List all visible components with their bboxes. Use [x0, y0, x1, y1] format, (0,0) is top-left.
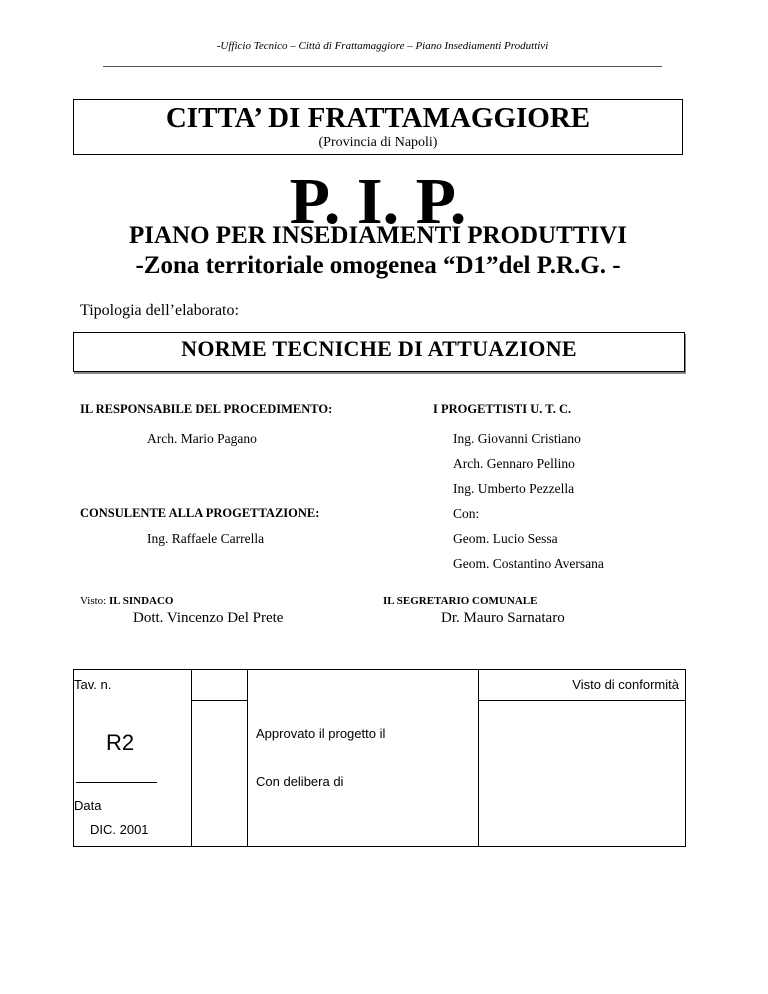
secretary-label: IL SEGRETARIO COMUNALE: [383, 595, 538, 607]
table-divider: [478, 700, 685, 701]
consultant-label: CONSULENTE ALLA PROGETTAZIONE:: [80, 506, 320, 520]
designer-name: Ing. Giovanni Cristiano: [453, 431, 581, 446]
province-subtitle: (Provincia di Napoli): [318, 135, 438, 150]
city-title: CITTA’ DI FRATTAMAGGIORE: [165, 102, 591, 134]
title-block-table: [73, 669, 686, 847]
mayor-label: IL SINDACO: [108, 595, 174, 607]
with-label: Con:: [453, 506, 480, 521]
mayor-signature-label: [80, 595, 173, 607]
document-type-value: NORME TECNICHE DI ATTUAZIONE: [181, 336, 577, 361]
conformity-label: Visto di conformità: [572, 677, 679, 692]
tav-label: Tav. n.: [74, 677, 112, 692]
consultant-name: Ing. Raffaele Carrella: [147, 531, 265, 546]
designer-name: Arch. Gennaro Pellino: [453, 456, 575, 471]
header-divider: [103, 66, 662, 67]
designers-label: I PROGETTISTI U. T. C.: [433, 402, 572, 416]
running-header: -Ufficio Tecnico – Città di Frattamaggiore – Piano Insediamenti Produttivi: [216, 40, 549, 52]
responsible-label: IL RESPONSABILE DEL PROCEDIMENTO:: [80, 402, 333, 416]
responsible-name: Arch. Mario Pagano: [147, 431, 257, 446]
visto-prefix: Visto:: [80, 595, 107, 607]
table-divider: [478, 670, 479, 846]
table-divider: [247, 670, 248, 846]
document-type-label: Tipologia dell’elaborato:: [80, 302, 239, 319]
tav-number: R2: [106, 730, 135, 755]
table-divider: [191, 700, 247, 701]
collaborator-name: Geom. Lucio Sessa: [453, 531, 558, 546]
approved-label: Approvato il progetto il: [256, 726, 386, 741]
plan-title: PIANO PER INSEDIAMENTI PRODUTTIVI: [129, 222, 627, 249]
mayor-name: Dott. Vincenzo Del Prete: [133, 610, 284, 626]
resolution-label: Con delibera di: [256, 774, 344, 789]
plan-zone-subtitle: -Zona territoriale omogenea “D1”del P.R.G. -: [135, 252, 621, 279]
plan-acronym: P. I. P.: [289, 165, 467, 238]
table-divider: [191, 670, 192, 846]
tav-underline: [76, 782, 157, 783]
secretary-name: Dr. Mauro Sarnataro: [441, 610, 565, 626]
date-value: DIC. 2001: [90, 822, 149, 837]
collaborator-name: Geom. Costantino Aversana: [453, 556, 604, 571]
designer-name: Ing. Umberto Pezzella: [453, 481, 575, 496]
date-label: Data: [74, 798, 102, 813]
